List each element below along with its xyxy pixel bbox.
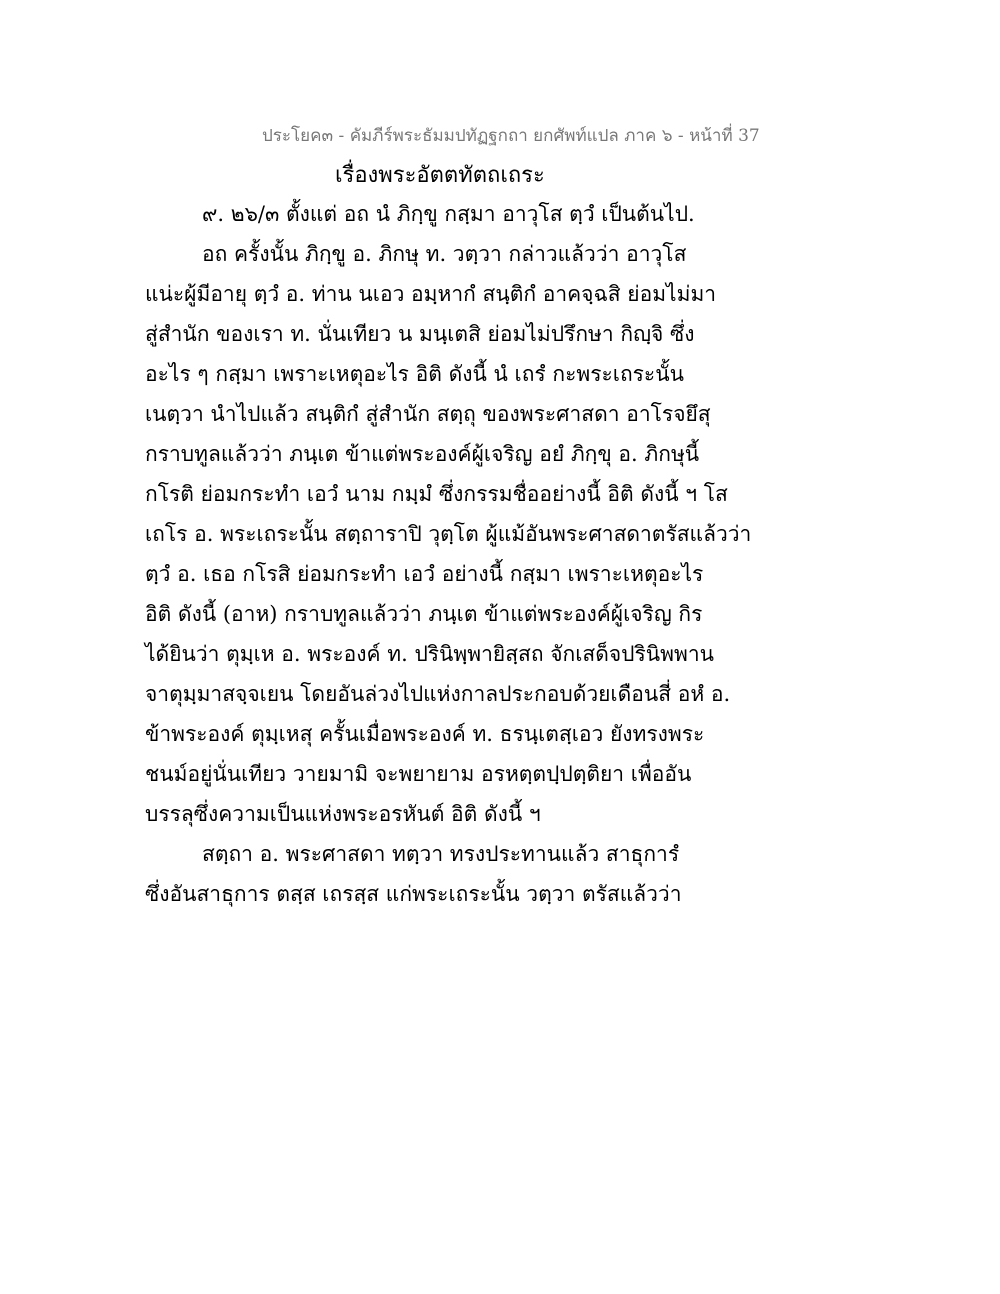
story-title: เรื่องพระอัตตทัตถเถระ — [335, 163, 545, 188]
text-line: กโรติ ย่อมกระทำ เอวํ นาม กมฺมํ ซึ่งกรรมชื่ออย่างนี้ อิติ ดังนี้ ฯ โส — [145, 482, 728, 506]
text-line: บรรลุซึ่งความเป็นแห่งพระอรหันต์ อิติ ดังนี้ ฯ — [145, 802, 541, 826]
running-header: ประโยค๓ - คัมภีร์พระธัมมปทัฏฐกถา ยกศัพท์แปล ภาค ๖ - หน้าที่ 37 — [262, 126, 760, 146]
text-line: กราบทูลแล้วว่า ภนฺเต ข้าแต่พระองค์ผู้เจริญ อยํ ภิกฺขุ อ. ภิกษุนี้ — [145, 442, 700, 466]
text-line: อะไร ๆ กสฺมา เพราะเหตุอะไร อิติ ดังนี้ นํ เถรํ กะพระเถระนั้น — [145, 362, 684, 386]
text-line: ตฺวํ อ. เธอ กโรสิ ย่อมกระทำ เอวํ อย่างนี้ กสฺมา เพราะเหตุอะไร — [145, 562, 704, 586]
text-line: สู่สำนัก ของเรา ท. นั่นเทียว น มนฺเตสิ ย่อมไม่ปรึกษา กิญฺจิ ซึ่ง — [145, 322, 695, 346]
text-line: อถ ครั้งนั้น ภิกฺขู อ. ภิกษุ ท. วตฺวา กล่าวแล้วว่า อาวุโส — [202, 242, 687, 266]
text-line: ชนม์อยู่นั่นเทียว วายมามิ จะพยายาม อรหตฺตปฺปตฺติยา เพื่ออัน — [145, 762, 692, 786]
text-line: จาตุมฺมาสจฺจเยน โดยอันล่วงไปแห่งกาลประกอบด้วยเดือนสี่ อหํ อ. — [145, 682, 731, 706]
text-line: เนตฺวา นำไปแล้ว สนฺติกํ สู่สำนัก สตฺถุ ของพระศาสดา อาโรจยึสุ — [145, 402, 711, 426]
text-line: ซึ่งอันสาธุการ ตสฺส เถรสฺส แก่พระเถระนั้น วตฺวา ตรัสแล้วว่า — [145, 882, 682, 906]
text-line: ข้าพระองค์ ตุมฺเหสุ ครั้นเมื่อพระองค์ ท. ธรนฺเตสฺเอว ยังทรงพระ — [145, 722, 705, 746]
text-line: ได้ยินว่า ตุมฺเห อ. พระองค์ ท. ปรินิพฺพายิสฺสถ จักเสด็จปรินิพพาน — [145, 642, 714, 666]
text-line: อิติ ดังนี้ (อาห) กราบทูลแล้วว่า ภนฺเต ข้าแต่พระองค์ผู้เจริญ กิร — [145, 602, 703, 626]
text-line: สตฺถา อ. พระศาสดา ทตฺวา ทรงประทานแล้ว สาธุการํ — [202, 842, 680, 866]
text-line: ๙. ๒๖/๓ ตั้งแต่ อถ นํ ภิกฺขู กสฺมา อาวุโส ตฺวํ เป็นต้นไป. — [202, 202, 695, 226]
text-line: แน่ะผู้มีอายุ ตฺวํ อ. ท่าน นเอว อมฺหากํ สนฺติกํ อาคจฺฉสิ ย่อมไม่มา — [145, 282, 717, 306]
text-line: เถโร อ. พระเถระนั้น สตฺถาราปิ วุตฺโต ผู้แม้อันพระศาสดาตรัสแล้วว่า — [145, 522, 752, 546]
